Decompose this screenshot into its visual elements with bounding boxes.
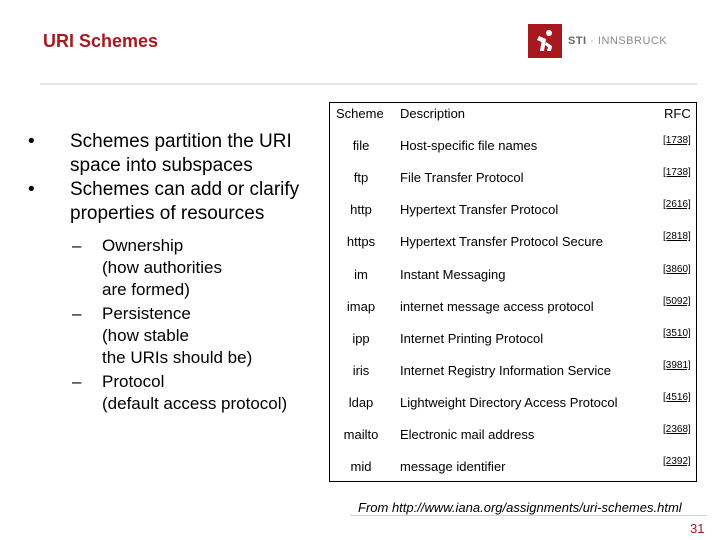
table-row (330, 424, 696, 459)
table-row (330, 296, 696, 331)
uri-schemes-table (329, 102, 697, 482)
table-row (330, 231, 696, 266)
description-cell: Hypertext Transfer Protocol Secure (400, 234, 604, 249)
scheme-cell: imap (346, 299, 376, 314)
table-row (330, 392, 696, 427)
scheme-cell: ldap (348, 395, 374, 410)
table-row (330, 456, 696, 491)
description-cell: Internet Printing Protocol (400, 331, 544, 346)
header-scheme: Scheme (336, 106, 384, 121)
scheme-cell: im (354, 267, 368, 282)
header-divider (40, 83, 697, 85)
scheme-cell: mid (350, 459, 372, 474)
rfc-link[interactable]: [3510] (663, 328, 691, 339)
rfc-link[interactable]: [3860] (663, 264, 691, 275)
rfc-link[interactable]: [4516] (663, 392, 691, 403)
logo-mark-icon (528, 24, 562, 58)
sti-innsbruck-logo (528, 24, 688, 60)
rfc-link[interactable]: [2616] (663, 199, 691, 210)
scheme-cell: ftp (353, 170, 369, 185)
footer-divider (350, 515, 707, 516)
description-cell: Electronic mail address (400, 427, 535, 442)
rfc-link[interactable]: [5092] (663, 296, 691, 307)
sub-bullet-item: – Persistence (how stable the URIs should be) (72, 304, 253, 367)
header-description: Description (400, 106, 466, 121)
scheme-cell: iris (352, 363, 370, 378)
logo-text: STI · INNSBRUCK (568, 35, 668, 47)
sub-bullet-item: – Protocol (default access protocol) (72, 372, 288, 413)
page-number: 31 (690, 521, 705, 536)
header-rfc: RFC (664, 106, 691, 121)
bullet-item: • Schemes can add or clarify properties of resources (28, 179, 300, 224)
table-row (330, 199, 696, 234)
table-header (330, 103, 696, 125)
dash-icon: – (72, 304, 82, 323)
scheme-cell: file (352, 138, 370, 153)
description-cell: Instant Messaging (400, 267, 506, 282)
description-cell: File Transfer Protocol (400, 170, 524, 185)
bullet-dot-icon: • (28, 131, 35, 152)
table-row (330, 328, 696, 363)
table-row (330, 360, 696, 395)
rfc-link[interactable]: [2392] (663, 456, 691, 467)
description-cell: message identifier (400, 459, 506, 474)
bullet-item: • Schemes partition the URI space into subspaces (28, 131, 292, 176)
rfc-link[interactable]: [1738] (663, 167, 691, 178)
sub-bullet-item: – Ownership (how authorities are formed) (72, 236, 223, 299)
description-cell: Lightweight Directory Access Protocol (400, 395, 618, 410)
slide-title: URI Schemes (43, 31, 159, 51)
rfc-link[interactable]: [2818] (663, 231, 691, 242)
description-cell: Internet Registry Information Service (400, 363, 611, 378)
rfc-link[interactable]: [2368] (663, 424, 691, 435)
dash-icon: – (72, 372, 82, 391)
rfc-link[interactable]: [1738] (663, 135, 691, 146)
table-row (330, 167, 696, 202)
scheme-cell: http (350, 202, 372, 217)
description-cell: internet message access protocol (400, 299, 594, 314)
scheme-cell: ipp (352, 331, 370, 346)
source-citation: From http://www.iana.org/assignments/uri-schemes.html (358, 500, 682, 515)
table-row (330, 135, 696, 170)
rfc-link[interactable]: [3981] (663, 360, 691, 371)
dash-icon: – (72, 236, 82, 255)
description-cell: Hypertext Transfer Protocol (400, 202, 559, 217)
scheme-cell: https (346, 234, 376, 249)
table-row (330, 264, 696, 299)
scheme-cell: mailto (343, 427, 379, 442)
bullet-list (26, 130, 326, 417)
sub-bullet-list (26, 235, 326, 415)
description-cell: Host-specific file names (400, 138, 538, 153)
bullet-dot-icon: • (28, 179, 35, 200)
